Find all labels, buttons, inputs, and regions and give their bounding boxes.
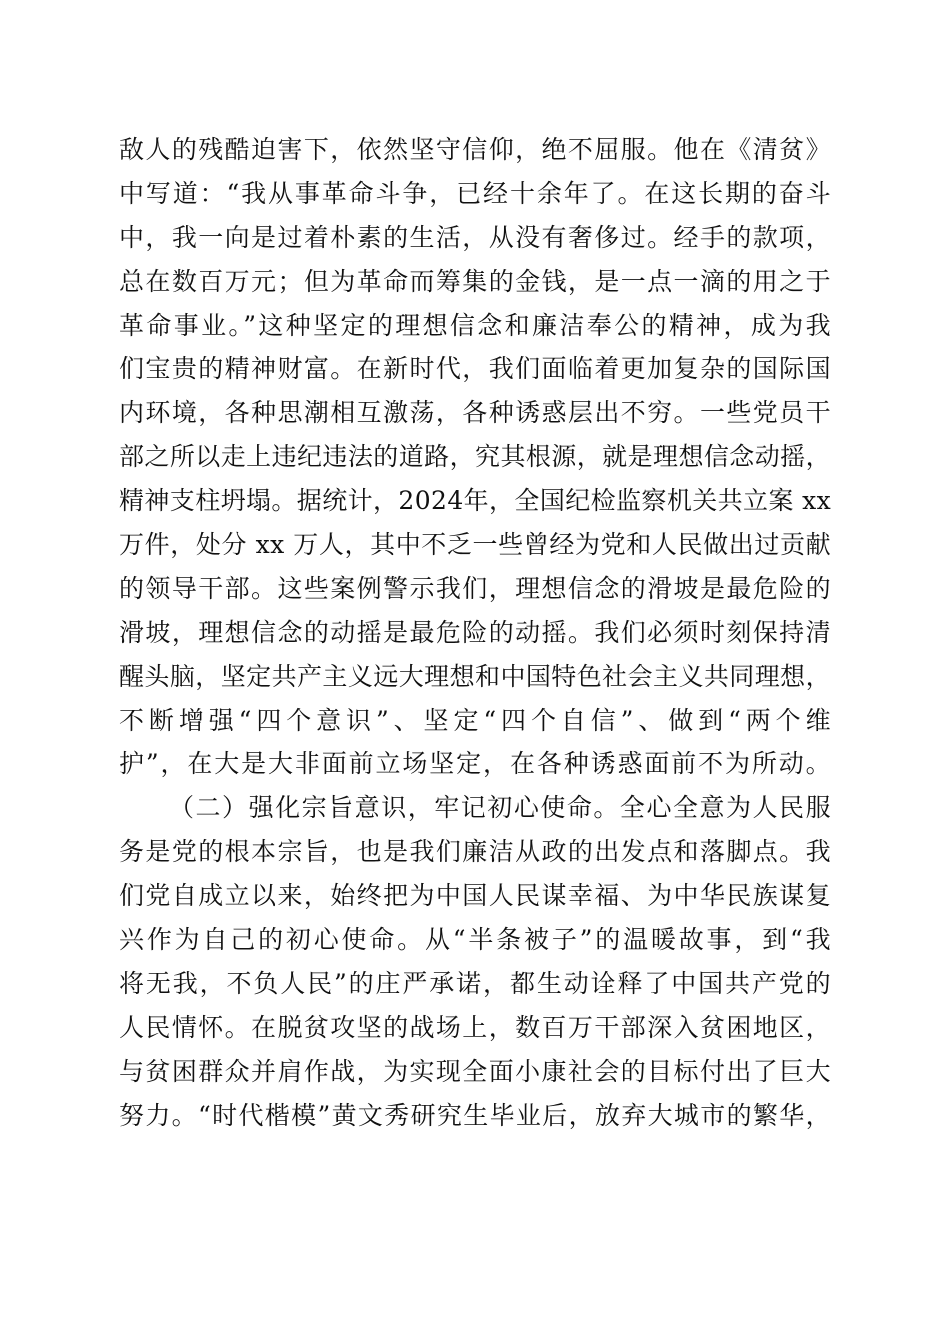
text-line: 不断增强“四个意识”、坚定“四个自信”、做到“两个维 [119,705,831,735]
text-line: 中，我一向是过着朴素的生活，从没有奢侈过。经手的款项， [119,222,831,252]
text-line: 内环境，各种思潮相互激荡，各种诱惑层出不穷。一些党员干 [119,398,831,428]
text-line: 革命事业。”这种坚定的理想信念和廉洁奉公的精神，成为我 [119,310,831,340]
text-line: 护”，在大是大非面前立场坚定，在各种诱惑面前不为所动。 [119,749,831,779]
section-heading-line: （二）强化宗旨意识，牢记初心使命。全心全意为人民服 [169,793,831,823]
text-line: 们宝贵的精神财富。在新时代，我们面临着更加复杂的国际国 [119,354,831,384]
text-line: 兴作为自己的初心使命。从“半条被子”的温暖故事，到“我 [119,925,831,955]
paragraph-1 [119,128,831,786]
text-line: 们党自成立以来，始终把为中国人民谋幸福、为中华民族谋复 [119,881,831,911]
text-line: 总在数百万元；但为革命而筹集的金钱，是一点一滴的用之于 [119,266,831,296]
text-line: 与贫困群众并肩作战，为实现全面小康社会的目标付出了巨大 [119,1056,831,1086]
text-line: 精神支柱坍塌。据统计，2024年，全国纪检监察机关共立案 xx [119,486,831,516]
text-line: 醒头脑，坚定共产主义远大理想和中国特色社会主义共同理想， [119,661,831,691]
paragraph-2 [119,786,831,1137]
text-line: 敌人的残酷迫害下，依然坚守信仰，绝不屈服。他在《清贫》 [119,135,831,164]
text-line: 滑坡，理想信念的动摇是最危险的动摇。我们必须时刻保持清 [119,617,831,647]
text-line: 将无我，不负人民”的庄严承诺，都生动诠释了中国共产党的 [119,968,831,998]
body-text [119,128,831,1137]
text-line: 努力。“时代楷模”黄文秀研究生毕业后，放弃大城市的繁华， [119,1100,831,1130]
text-line: 中写道：“我从事革命斗争，已经十余年了。在这长期的奋斗 [119,178,831,208]
text-line: 的领导干部。这些案例警示我们，理想信念的滑坡是最危险的 [119,573,831,603]
text-line: 务是党的根本宗旨，也是我们廉洁从政的出发点和落脚点。我 [119,837,831,867]
text-line: 万件，处分 xx 万人，其中不乏一些曾经为党和人民做出过贡献 [119,530,831,560]
text-line: 部之所以走上违纪违法的道路，究其根源，就是理想信念动摇， [119,442,831,472]
text-line: 人民情怀。在脱贫攻坚的战场上，数百万干部深入贫困地区， [119,1012,831,1042]
